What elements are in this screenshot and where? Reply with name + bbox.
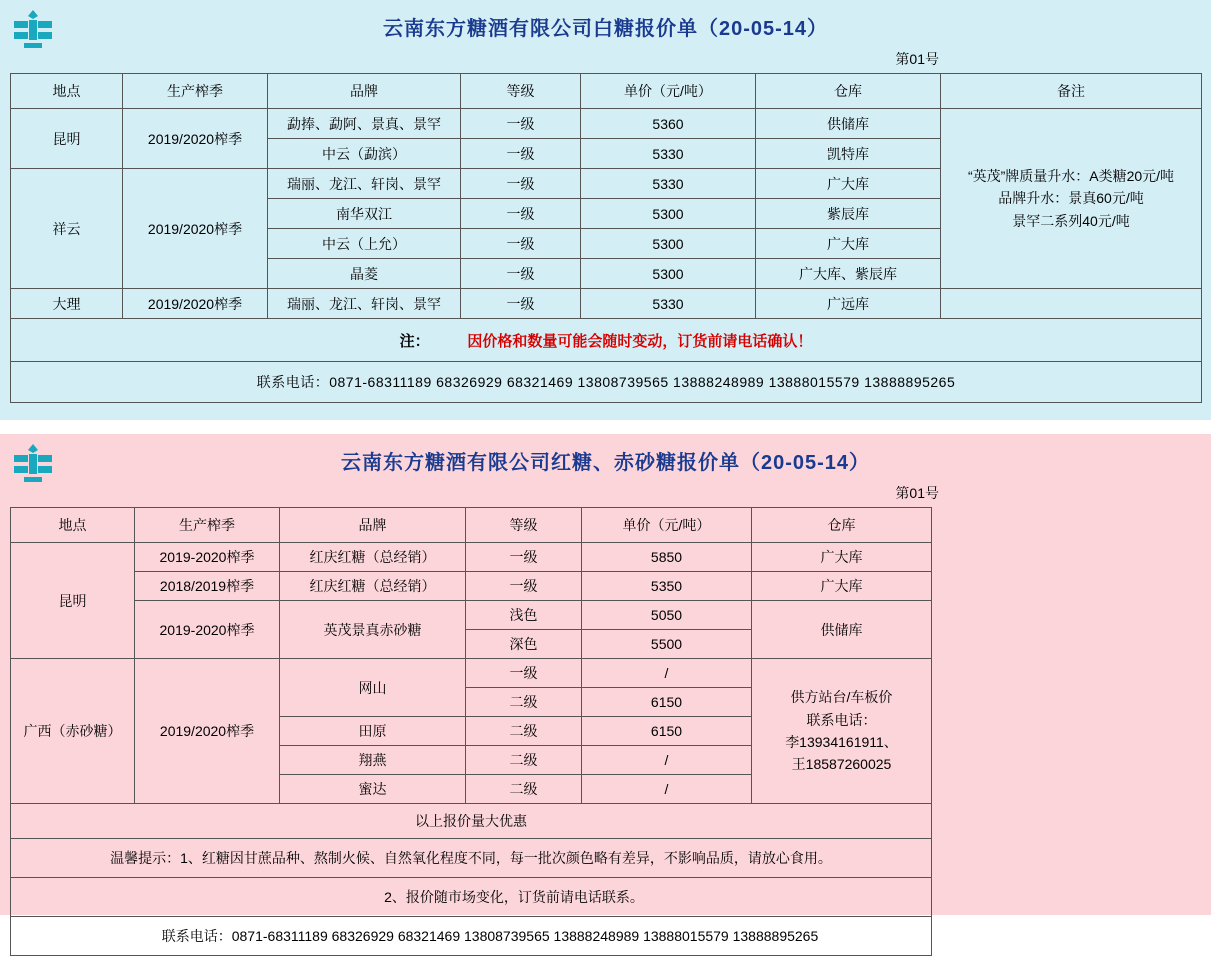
cell-price: 6150	[582, 688, 752, 717]
note-cell	[11, 319, 1202, 362]
col-brand: 品牌	[268, 74, 461, 109]
contact-phones: 联系电话：0871-68311189 68326929 68321469 13808739565 13888248989 13888015579 13888895265	[11, 917, 932, 956]
table-row	[11, 659, 932, 688]
table-row	[11, 543, 932, 572]
contact-phones: 联系电话：0871-68311189 68326929 68321469 13808739565 13888248989 13888015579 13888895265	[11, 362, 1202, 403]
cell-warehouse: 紫辰库	[756, 199, 941, 229]
cell-brand: 红庆红糖（总经销）	[280, 543, 466, 572]
contact-row	[11, 917, 932, 956]
cell-season: 2019/2020榨季	[123, 109, 268, 169]
cell-price: /	[582, 746, 752, 775]
col-warehouse: 仓库	[752, 508, 932, 543]
cell-grade: 一级	[461, 259, 581, 289]
remark-line: “英茂”牌质量升水：A类糖20元/吨	[967, 167, 1175, 184]
panel-divider	[0, 420, 1211, 434]
col-price: 单价（元/吨）	[582, 508, 752, 543]
cell-price: 5850	[582, 543, 752, 572]
cell-season: 2019-2020榨季	[135, 543, 280, 572]
cell-warehouse: 广大库	[756, 169, 941, 199]
table-row	[11, 601, 932, 630]
warehouse-line: 李13934161911、	[785, 734, 898, 750]
cell-price: 5350	[582, 572, 752, 601]
cell-grade: 二级	[466, 746, 582, 775]
promo-text: 以上报价量大优惠	[11, 804, 932, 839]
cell-price: 5300	[581, 199, 756, 229]
cell-warehouse: 广大库	[752, 543, 932, 572]
table-header-row	[11, 508, 932, 543]
cell-price: 5300	[581, 259, 756, 289]
tip-text-2: 2、报价随市场变化，订货前请电话联系。	[11, 878, 932, 917]
promo-row	[11, 804, 932, 839]
note-label: 注：	[399, 332, 430, 350]
cell-grade: 二级	[466, 688, 582, 717]
cell-grade: 一级	[461, 199, 581, 229]
white-sugar-panel	[0, 0, 1211, 420]
cell-price: /	[582, 659, 752, 688]
serial-number-white-sugar: 第01号	[895, 51, 939, 67]
cell-grade: 一级	[461, 229, 581, 259]
cell-season: 2019/2020榨季	[123, 169, 268, 289]
cell-brand: 网山	[280, 659, 466, 717]
cell-price: 5300	[581, 229, 756, 259]
cell-warehouse: 供储库	[752, 601, 932, 659]
cell-grade: 一级	[461, 169, 581, 199]
cell-grade: 一级	[466, 572, 582, 601]
company-logo-icon	[10, 8, 56, 50]
col-brand: 品牌	[280, 508, 466, 543]
col-remark: 备注	[941, 74, 1202, 109]
note-text: 因价格和数量可能会随时变动，订货前请电话确认！	[467, 332, 813, 350]
cell-season: 2018/2019榨季	[135, 572, 280, 601]
cell-remark-empty	[941, 289, 1202, 319]
cell-brand: 英茂景真赤砂糖	[280, 601, 466, 659]
col-grade: 等级	[466, 508, 582, 543]
brown-sugar-table	[10, 507, 932, 956]
warehouse-line: 供方站台/车板价	[790, 689, 893, 706]
tip-text-1: 温馨提示：1、红糖因甘蔗品种、熬制火候、自然氧化程度不同，每一批次颜色略有差异，不影响品质，请放心食用。	[11, 839, 932, 878]
cell-warehouse: 广远库	[756, 289, 941, 319]
note-row	[11, 319, 1202, 362]
cell-remark	[941, 109, 1202, 289]
cell-brand: 中云（上允）	[268, 229, 461, 259]
cell-grade: 一级	[466, 543, 582, 572]
col-season: 生产榨季	[123, 74, 268, 109]
cell-brand: 南华双江	[268, 199, 461, 229]
table-row	[11, 289, 1202, 319]
tip-row-2	[11, 878, 932, 917]
col-grade: 等级	[461, 74, 581, 109]
cell-warehouse: 广大库	[756, 229, 941, 259]
cell-brand: 田原	[280, 717, 466, 746]
cell-price: 5330	[581, 289, 756, 319]
serial-number-brown-sugar: 第01号	[895, 485, 939, 501]
cell-price: 5330	[581, 169, 756, 199]
cell-season: 2019/2020榨季	[135, 659, 280, 804]
cell-brand: 中云（勐滨）	[268, 139, 461, 169]
cell-price: /	[582, 775, 752, 804]
cell-brand: 瑞丽、龙江、轩岗、景罕	[268, 169, 461, 199]
cell-price: 5500	[582, 630, 752, 659]
cell-place: 广西（赤砂糖）	[11, 659, 135, 804]
cell-price: 6150	[582, 717, 752, 746]
cell-price: 5330	[581, 139, 756, 169]
cell-grade: 一级	[461, 289, 581, 319]
cell-warehouse: 广大库	[752, 572, 932, 601]
cell-grade: 深色	[466, 630, 582, 659]
white-sugar-table	[10, 73, 1202, 403]
col-place: 地点	[11, 74, 123, 109]
company-logo-icon	[10, 442, 56, 484]
cell-grade: 一级	[466, 659, 582, 688]
brown-sugar-panel	[0, 434, 1211, 944]
cell-place: 昆明	[11, 109, 123, 169]
cell-place: 祥云	[11, 169, 123, 289]
remark-line: 景罕二系列40元/吨	[1012, 212, 1130, 229]
cell-brand: 红庆红糖（总经销）	[280, 572, 466, 601]
cell-brand: 晶菱	[268, 259, 461, 289]
cell-price: 5050	[582, 601, 752, 630]
cell-brand: 勐捧、勐阿、景真、景罕	[268, 109, 461, 139]
cell-grade: 二级	[466, 775, 582, 804]
table-row	[11, 109, 1202, 139]
col-price: 单价（元/吨）	[581, 74, 756, 109]
cell-grade: 浅色	[466, 601, 582, 630]
warehouse-line: 联系电话：	[806, 711, 877, 728]
cell-brand: 翔燕	[280, 746, 466, 775]
cell-grade: 二级	[466, 717, 582, 746]
cell-grade: 一级	[461, 109, 581, 139]
warehouse-line: 王18587260025	[791, 756, 892, 773]
contact-row	[11, 362, 1202, 403]
tip-row-1	[11, 839, 932, 878]
col-season: 生产榨季	[135, 508, 280, 543]
table-row	[11, 572, 932, 601]
cell-warehouse: 广大库、紫辰库	[756, 259, 941, 289]
table-header-row	[11, 74, 1202, 109]
cell-place: 昆明	[11, 543, 135, 659]
col-place: 地点	[11, 508, 135, 543]
cell-price: 5360	[581, 109, 756, 139]
remark-line: 品牌升水：景真60元/吨	[998, 190, 1144, 207]
cell-warehouse: 凯特库	[756, 139, 941, 169]
cell-warehouse-guangxi	[752, 659, 932, 804]
cell-season: 2019-2020榨季	[135, 601, 280, 659]
cell-brand: 蜜达	[280, 775, 466, 804]
cell-place: 大理	[11, 289, 123, 319]
cell-brand: 瑞丽、龙江、轩岗、景罕	[268, 289, 461, 319]
cell-warehouse: 供储库	[756, 109, 941, 139]
col-warehouse: 仓库	[756, 74, 941, 109]
cell-grade: 一级	[461, 139, 581, 169]
page-title-brown-sugar: 云南东方糖酒有限公司红糖、赤砂糖报价单（20-05-14）	[340, 452, 871, 474]
page-title-white-sugar: 云南东方糖酒有限公司白糖报价单（20-05-14）	[382, 18, 829, 40]
cell-season: 2019/2020榨季	[123, 289, 268, 319]
